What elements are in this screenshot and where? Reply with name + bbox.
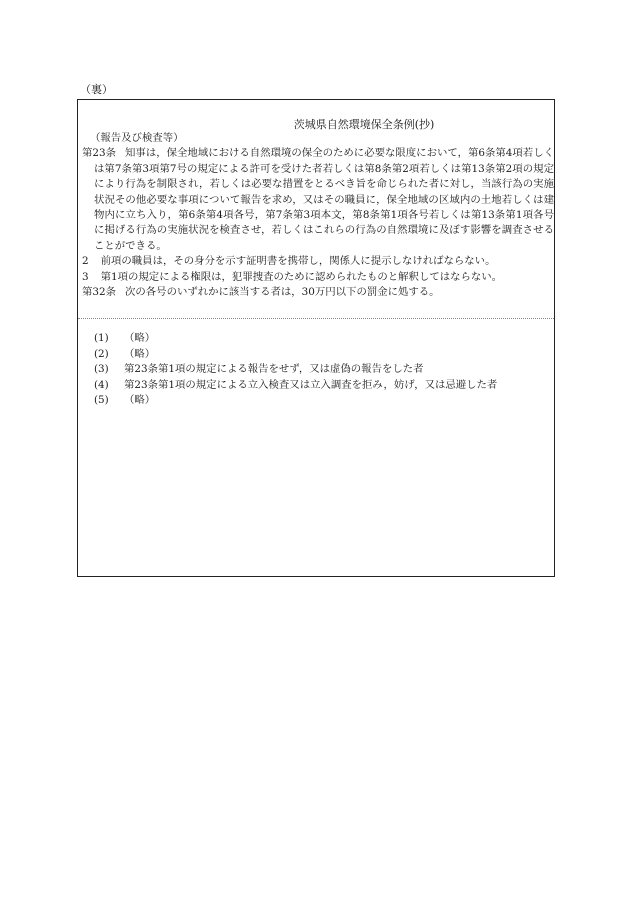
- item-text: 第23条第1項の規定による報告をせず，又は虚偽の報告をした者: [124, 363, 424, 376]
- paragraph-2-text: 前項の職員は，その身分を示す証明書を携帯し，関係人に提示しなければならない。: [100, 255, 496, 268]
- list-item: [94, 347, 554, 363]
- page-side-label: （裏）: [80, 83, 113, 96]
- paragraph-3-number: 3: [82, 270, 89, 283]
- article-23: [82, 146, 554, 254]
- item-text: （略）: [124, 394, 156, 407]
- item-number: (5): [94, 394, 109, 407]
- paragraph-2: [82, 254, 554, 269]
- list-item: [94, 331, 554, 347]
- item-text: 第23条第1項の規定による立入検査又は立入調査を拒み，妨げ，又は忌避した者: [124, 378, 498, 391]
- document-title: 茨城県自然環境保全条例(抄): [293, 118, 435, 131]
- paragraph-2-number: 2: [82, 255, 89, 268]
- article-32-text: 次の各号のいずれかに該当する者は，30万円以下の罰金に処する。: [125, 286, 440, 299]
- article-heading: （報告及び検査等）: [90, 132, 184, 144]
- list-item: [94, 393, 554, 409]
- item-number: (4): [94, 378, 109, 391]
- list-item: [94, 378, 554, 394]
- article-23-number: 第23条: [82, 147, 117, 160]
- list-item: [94, 362, 554, 378]
- upper-section: [82, 131, 554, 300]
- item-text: （略）: [124, 332, 156, 344]
- document-frame: [77, 99, 555, 577]
- item-number: (3): [94, 363, 109, 376]
- article-32-items: [94, 331, 554, 409]
- article-23-text: 知事は，保全地域における自然環境の保全のために必要な限度において，第6条第4項若しくは第7条第3項第7号の規定による許可を受けた者若しくは第8条第2項若しくは第13条第2項の規定により行為を制限され，若しくは必要な措置をとるべき旨を命じられた者に対し，当該行為の実施状況その他必要な事項について報告を求め，又はその職員に，保全地域の区域内の土地若しくは建物内に立ち入り，第6条第4項各号，第7条第3項本文，第8条第1項各号若しくは第13条第1項各号に掲げる行為の実施状況を検査させ，若しくはこれらの行為の自然環境に及ぼす影響を調査させることができる。: [94, 147, 554, 252]
- item-text: （略）: [124, 347, 156, 360]
- item-number: (1): [94, 332, 109, 344]
- article-32: [82, 285, 554, 300]
- dotted-divider: [78, 318, 554, 319]
- article-32-number: 第32条: [82, 286, 117, 299]
- paragraph-3-text: 第1項の規定による権限は，犯罪捜査のために認められたものと解釈してはならない。: [100, 270, 503, 283]
- paragraph-3: [82, 270, 554, 285]
- item-number: (2): [94, 347, 109, 360]
